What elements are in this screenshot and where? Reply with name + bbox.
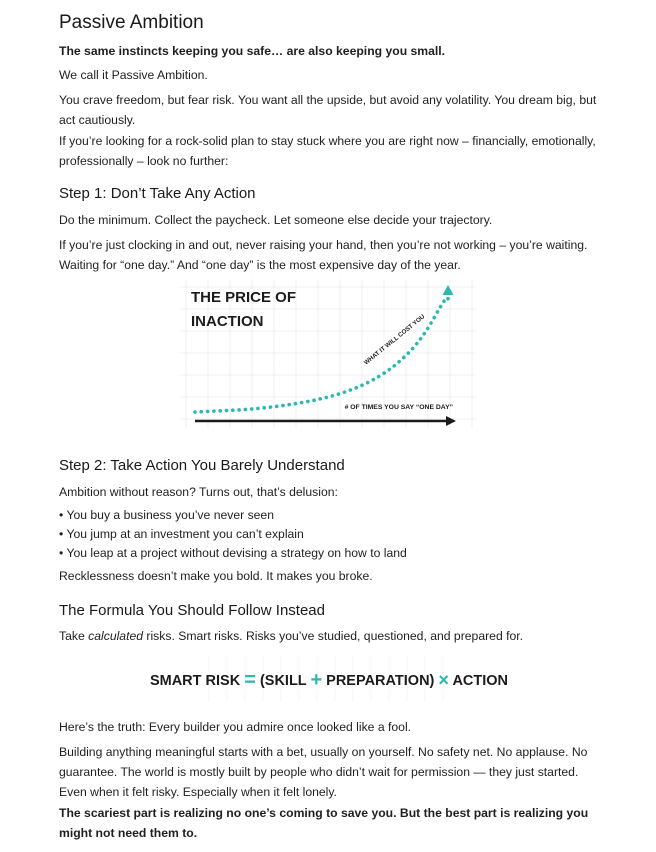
formula-heading: The Formula You Should Follow Instead [59, 602, 325, 619]
formula-intro: Take calculated risks. Smart risks. Risks you’ve studied, questioned, and prepared for. [59, 629, 524, 643]
intro-paragraph-2: You crave freedom, but fear risk. You want all the upside, but avoid any volatility. You dream big, but act cautiously. [59, 93, 597, 127]
calculated-emphasis: calculated [88, 629, 144, 643]
chart-title-line-2: INACTION [191, 313, 264, 330]
formula-equals-sign: = [244, 669, 256, 691]
formula-preparation: PREPARATION [326, 673, 430, 689]
cost-curve-arrowhead [443, 285, 454, 295]
step1-paragraph-2: If you’re just clocking in and out, never raising your hand, then you’re not working – you’re waiting. Waiting for “one day.” And “one day” is the most expensive day of the year. [59, 238, 588, 272]
page-title: Passive Ambition [59, 12, 204, 33]
formula-action: ACTION [452, 673, 509, 689]
formula-close-paren: ) [429, 673, 435, 689]
step2-paragraph-1: Ambition without reason? Turns out, that’s delusion: [59, 485, 338, 499]
list-item: • You buy a business you’ve never seen [59, 506, 407, 525]
intro-paragraph-3: If you’re looking for a rock-solid plan to stay stuck where you are right now – financially, emotionally, professionally – look no further: [59, 134, 596, 168]
list-item: • You jump at an investment you can’t explain [59, 525, 407, 544]
step2-paragraph-2: Recklessness doesn’t make you bold. It makes you broke. [59, 569, 373, 583]
closing-paragraph-3: The scariest part is realizing no one’s coming to save you. But the best part is realizing you might not need them to. [59, 806, 589, 840]
formula-smart-risk: SMART RISK [149, 673, 241, 689]
list-item: • You leap at a project without devising a strategy on how to land [59, 544, 407, 563]
step1-heading: Step 1: Don’t Take Any Action [59, 185, 256, 202]
intro-paragraph-1: We call it Passive Ambition. [59, 68, 208, 82]
formula-open-paren: ( [259, 673, 265, 689]
price-of-inaction-chart [180, 279, 476, 435]
closing-paragraph-2: Building anything meaningful starts with a bet, usually on yourself. No safety net. No applause. No guarantee. The world is mostly built by people who didn’t wait for permission — they just started. Even when it felt risky. Especially when it felt lonely. [59, 745, 588, 799]
chart-title-line-1: THE PRICE OF [191, 289, 297, 306]
step1-paragraph-1: Do the minimum. Collect the paycheck. Let someone else decide your trajectory. [59, 213, 493, 227]
intro-lead: The same instincts keeping you safe… are also keeping you small. [59, 44, 446, 58]
step2-heading: Step 2: Take Action You Barely Understand [59, 457, 345, 474]
formula-skill: SKILL [264, 673, 307, 689]
step2-list [59, 506, 407, 563]
chart-x-axis-label: # OF TIMES YOU SAY “ONE DAY” [344, 404, 453, 411]
formula-text [150, 669, 508, 691]
formula-times-sign: × [438, 670, 449, 690]
smart-risk-formula [59, 656, 599, 702]
closing-paragraph-1: Here’s the truth: Every builder you admire once looked like a fool. [59, 720, 412, 734]
chart-y-axis-label: WHAT IT WILL COST YOU [362, 313, 427, 367]
formula-plus-sign: + [310, 669, 323, 691]
chart-x-axis-arrowhead [446, 416, 456, 426]
